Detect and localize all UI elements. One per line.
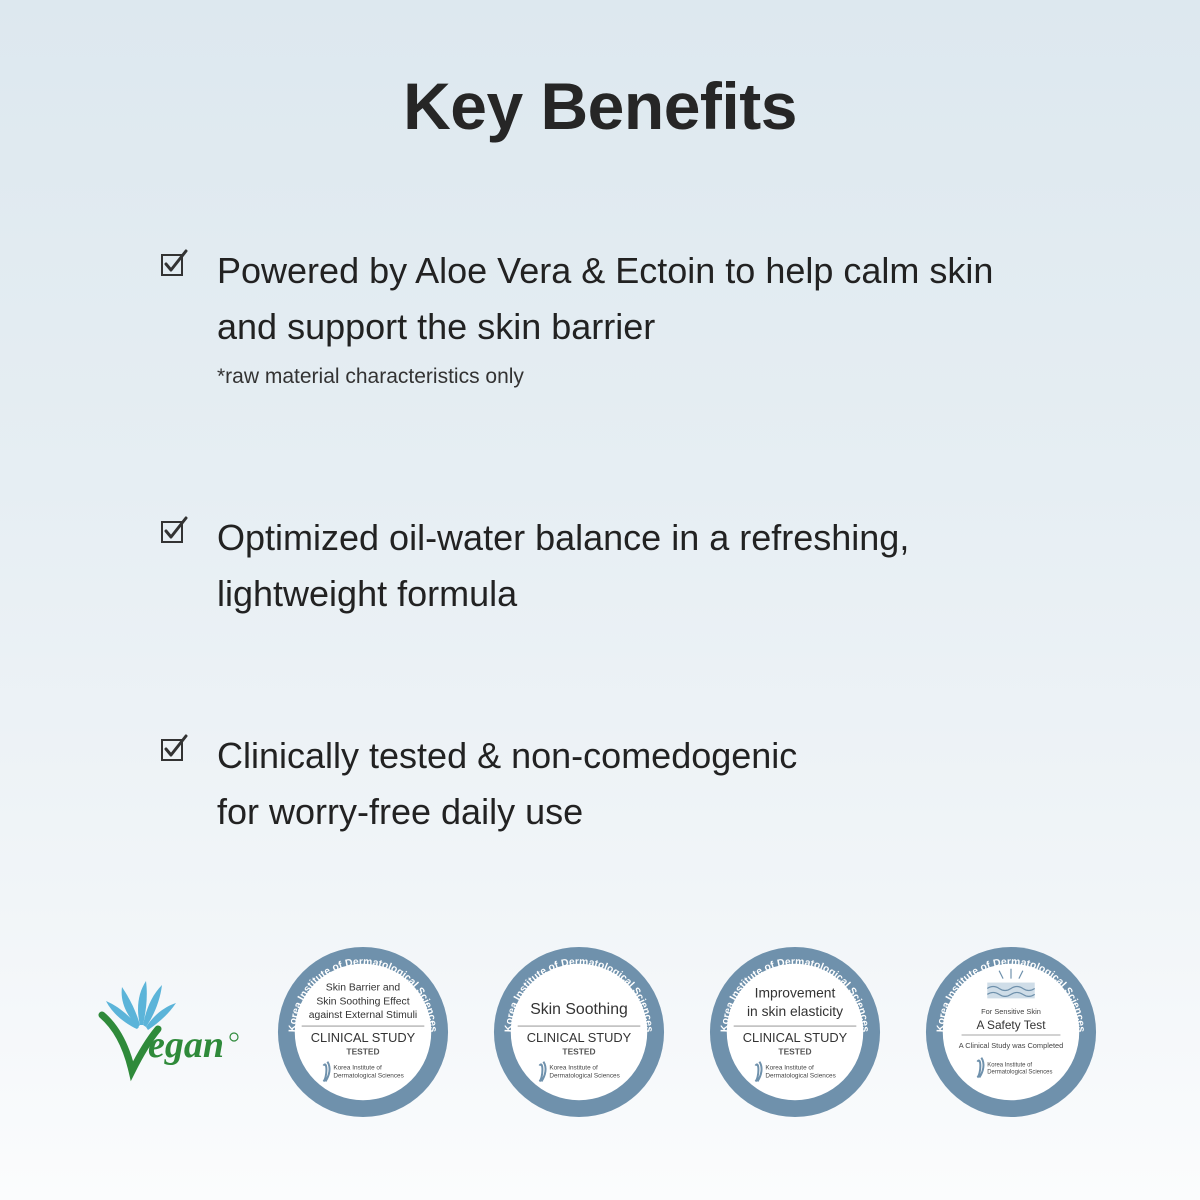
badge-headline: A Safety Test (976, 1018, 1046, 1033)
badge-label: CLINICAL STUDY (310, 1029, 416, 1045)
benefit-text: lightweight formula (217, 573, 518, 614)
badge-ring-text: Korea Institute of Dermatological Sciences (503, 956, 655, 1033)
badge-label: CLINICAL STUDY (526, 1029, 632, 1045)
checkbox-icon (160, 249, 190, 279)
badge-org: Korea Institute of (549, 1064, 598, 1072)
clinical-badge (490, 943, 668, 1121)
benefit-text: Optimized oil-water balance in a refreshing, (217, 517, 910, 558)
benefit-text: and support the skin barrier (217, 306, 656, 347)
badge-footer: A Clinical Study was Completed (958, 1040, 1064, 1050)
badge-org: Dermatological Sciences (765, 1072, 836, 1080)
badge-small-top: For Sensitive Skin (981, 1007, 1041, 1017)
benefit-item (160, 510, 1100, 622)
badge-headline: Skin Soothing Effect (316, 996, 410, 1008)
badge-org: Korea Institute of (765, 1064, 814, 1072)
benefit-footnote: *raw material characteristics only (217, 365, 524, 388)
checkbox-icon (160, 734, 190, 764)
page-title: Key Benefits (403, 69, 797, 143)
badge-org: Dermatological Sciences (333, 1072, 404, 1080)
badge-sublabel: TESTED (562, 1046, 596, 1057)
badge-org: Dermatological Sciences (987, 1069, 1053, 1076)
badge-headline: in skin elasticity (746, 1003, 844, 1020)
badge-org: Dermatological Sciences (549, 1072, 620, 1080)
vegan-logo (96, 975, 246, 1090)
badge-sublabel: TESTED (778, 1046, 812, 1057)
badge-label: CLINICAL STUDY (742, 1029, 848, 1045)
checkbox-icon (160, 516, 190, 546)
vegan-text: egan (148, 1024, 224, 1066)
badge-org: Korea Institute of (333, 1064, 382, 1072)
benefit-item (160, 728, 1100, 840)
badge-ring-text: Korea Institute of Dermatological Sciences (719, 956, 871, 1033)
benefit-item (160, 243, 1100, 389)
benefit-text: Clinically tested & non-comedogenic (217, 735, 798, 776)
badge-headline: Skin Soothing (530, 1001, 628, 1019)
benefit-text: Powered by Aloe Vera & Ectoin to help calm skin (217, 250, 994, 291)
badge-org: Korea Institute of (987, 1062, 1033, 1069)
badge-ring-text: Korea Institute of Dermatological Sciences (935, 956, 1087, 1033)
badge-headline: against External Stimuli (308, 1010, 418, 1022)
badge-ring-text: Korea Institute of Dermatological Sciences (287, 956, 439, 1033)
clinical-badge (922, 943, 1100, 1121)
badge-sublabel: TESTED (346, 1046, 380, 1057)
clinical-badge (274, 943, 452, 1121)
badge-headline: Improvement (754, 984, 836, 1001)
clinical-badge (706, 943, 884, 1121)
benefit-text: for worry-free daily use (217, 791, 584, 832)
badge-headline: Skin Barrier and (325, 982, 401, 994)
